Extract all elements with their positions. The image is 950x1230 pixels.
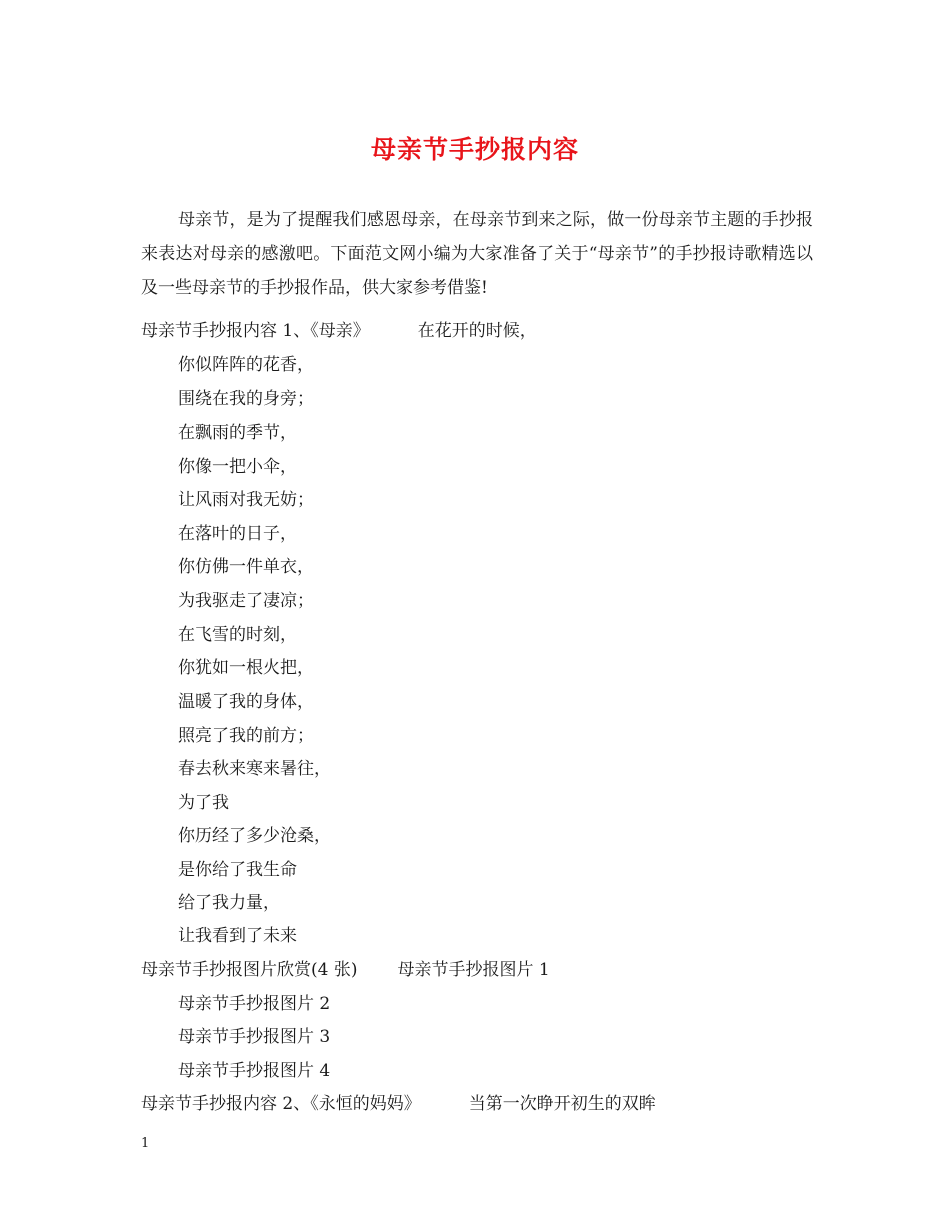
- section2-heading-line: [141, 1089, 656, 1114]
- poem-line: 让风雨对我无妨；: [178, 490, 314, 510]
- poem-line: 你似阵阵的花香，: [178, 355, 314, 375]
- gallery-heading-line: [141, 955, 550, 980]
- poem-line: 在花开的时候，: [417, 321, 537, 341]
- intro-paragraph: 母亲节，是为了提醒我们感恩母亲，在母亲节到来之际，做一份母亲节主题的手抄报来表达对母亲的感激吧。下面范文网小编为大家准备了关于“母亲节”的手抄报诗歌精选以及一些母亲节的手抄报作品，供大家参考借鉴!: [141, 210, 813, 298]
- poem-line: 围绕在我的身旁；: [178, 389, 314, 409]
- poem-line: 为了我: [178, 793, 229, 813]
- poem-line: 是你给了我生命: [178, 860, 297, 880]
- poem-line: 当第一次睁开初生的双眸: [468, 1094, 656, 1114]
- poem-line: 你像一把小伞，: [178, 457, 297, 477]
- poem-line: 为我驱走了凄凉；: [178, 591, 314, 611]
- gallery-item: 母亲节手抄报图片 2: [178, 994, 331, 1014]
- poem-line: 让我看到了未来: [178, 926, 297, 946]
- poem-line: 春去秋来寒来暑往，: [178, 759, 331, 779]
- gallery-item: 母亲节手抄报图片 1: [397, 960, 550, 980]
- document-title: 母亲节手抄报内容: [370, 135, 579, 164]
- poem-line: 温暖了我的身体，: [178, 692, 314, 712]
- poem-line: 你仿佛一件单衣，: [178, 557, 314, 577]
- poem-line: 你犹如一根火把，: [178, 658, 314, 678]
- section1-heading-line: [141, 316, 537, 341]
- gallery-item: 母亲节手抄报图片 3: [178, 1027, 331, 1047]
- poem-line: 在落叶的日子，: [178, 524, 297, 544]
- poem-line: 在飞雪的时刻，: [178, 625, 297, 645]
- poem-line: 照亮了我的前方；: [178, 726, 314, 746]
- section1-heading: 母亲节手抄报内容 1、《母亲》: [141, 321, 370, 341]
- poem-line: 给了我力量，: [178, 893, 280, 913]
- poem-line: 在飘雨的季节，: [178, 423, 297, 443]
- section2-heading: 母亲节手抄报内容 2、《永恒的妈妈》: [141, 1094, 421, 1114]
- poem-line: 你历经了多少沧桑，: [178, 826, 331, 846]
- gallery-heading: 母亲节手抄报图片欣赏(4 张): [141, 960, 358, 980]
- gallery-item: 母亲节手抄报图片 4: [178, 1061, 331, 1081]
- page-number: 1: [141, 1136, 150, 1151]
